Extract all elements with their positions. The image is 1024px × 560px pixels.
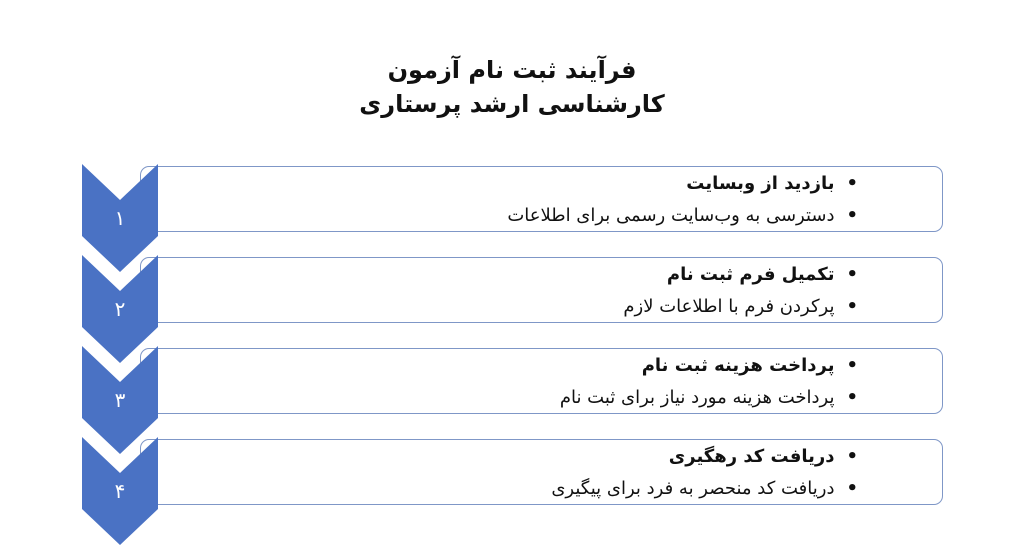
- bullet-icon: •: [846, 296, 858, 317]
- step-1-number: ۱: [114, 206, 126, 230]
- step-2-box: [140, 257, 943, 323]
- bullet-icon: •: [846, 205, 858, 226]
- step-4-box: [140, 439, 943, 505]
- step-4-heading: •دریافت کد رهگیری: [668, 446, 858, 467]
- step-1-box: [140, 166, 943, 232]
- step-2-heading: •تکمیل فرم ثبت نام: [666, 264, 858, 285]
- step-3: [0, 348, 1024, 440]
- step-3-box: [140, 348, 943, 414]
- step-3-number: ۳: [114, 388, 126, 412]
- bullet-icon: •: [846, 264, 858, 285]
- step-1-detail: •دسترسی به وب‌سایت رسمی برای اطلاعات: [507, 205, 858, 226]
- step-1-heading: •بازدید از وبسایت: [686, 173, 858, 194]
- diagram-title-line-2: کارشناسی ارشد پرستاری: [359, 90, 665, 118]
- step-4: [0, 439, 1024, 531]
- step-3-detail: •پرداخت هزینه مورد نیاز برای ثبت نام: [559, 387, 858, 408]
- bullet-icon: •: [846, 387, 858, 408]
- step-1: [0, 166, 1024, 258]
- step-4-detail: •دریافت کد منحصر به فرد برای پیگیری: [551, 478, 858, 499]
- bullet-icon: •: [846, 355, 858, 376]
- bullet-icon: •: [846, 446, 858, 467]
- step-3-heading: •پرداخت هزینه ثبت نام: [641, 355, 858, 376]
- step-2: [0, 257, 1024, 349]
- step-2-number: ۲: [114, 297, 126, 321]
- bullet-icon: •: [846, 478, 858, 499]
- bullet-icon: •: [846, 173, 858, 194]
- step-2-detail: •پرکردن فرم با اطلاعات لازم: [623, 296, 858, 317]
- diagram-title-line-1: فرآیند ثبت نام آزمون: [387, 56, 637, 84]
- step-4-number: ۴: [114, 479, 126, 503]
